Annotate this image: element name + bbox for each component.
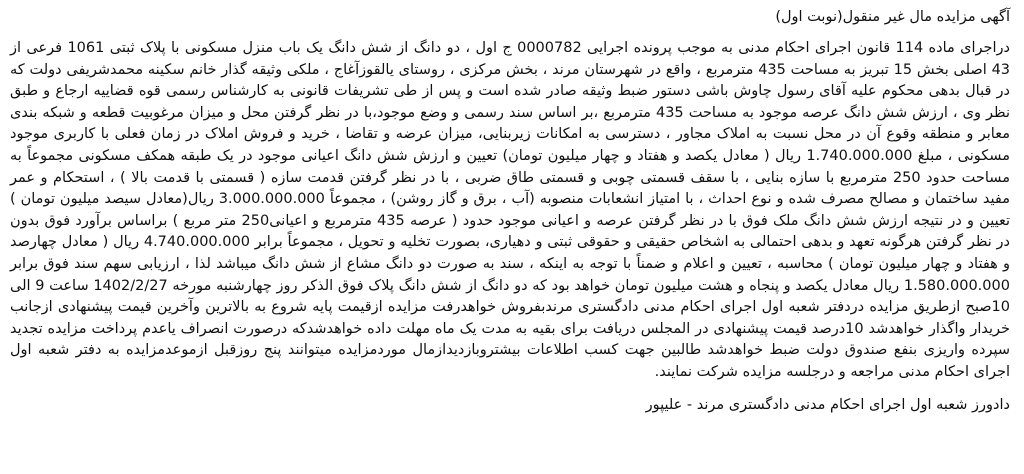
notice-signature: دادورز شعبه اول اجرای احکام مدنی دادگستری مرند - علیپور bbox=[645, 396, 1010, 413]
notice-body: دراجرای ماده 114 قانون اجرای احکام مدنی به موجب پرونده اجرایی 0000782 ج اول ، دو دانگ از شش دانگ یک باب منزل مسکونی با پلاک ثبتی 1061 فرعی از 43 اصلی بخش 15 تبریز به مساحت 435 مترمربع ، واقع در شهرستان مرند ، بخش مرکزی ، روستای یالقوزآغاج ، ملکی وثیقه گذار خانم سکینه محمدشریفی دولت که در قبال بدهی محکوم علیه آقای رسول چاوش باشی دستور ضبط وثیقه صادر شده است و پس از طی تشریفات قانونی به کارشناس رسمی قوه قضاییه ارجاع و طبق نظر وی ، ارزش شش دانگ عرصه موجود به مساحت 435 مترمربع ،بر اساس سند رسمی و وضع موجود،با در نظر گرفتن محل و میزان مرغوبیت قطعه و شبکه بندی معابر و منطقه وقوع آن در محل نسبت به املاک مجاور ، دسترسی به امکانات زیربنایی، میزان عرضه و تقاضا ، خرید و فروش املاک در زمان فعلی با کاربری موجود مسکونی ، مبلغ 1.740.000.000 ریال ( معادل یکصد و هفتاد و چهار میلیون تومان) تعیین و ارزش شش دانگ اعیانی موجود در یک طبقه همکف مسکونی مجموعاً به مساحت حدود 250 مترمربع با سازه بنایی ، با سقف قسمتی چوبی و قسمتی طاق ضربی ، با در نظر گرفتن قدمت سازه ( قسمتی با قدمت بالا ) ، استحکام و عمر مفید ساختمان و مصالح مصرف شده و نوع احداث ، با امتیاز انشعابات منصوبه (آب ، برق و گاز روشن) ، مجموعاً 3.000.000.000 ریال(معادل سیصد میلیون تومان ) تعیین و در نتیجه ارزش شش دانگ ملک فوق با در نظر گرفتن عرصه و اعیانی موجود حدود ( عرصه 435 مترمربع و اعیانی250 متر مربع ) براساس برآورد فوق بدون در نظر گرفتن هرگونه تعهد و بدهی احتمالی به اشخاص حقیقی و حقوقی ثبتی و دهیاری، بصورت تخلیه و تحویل ، مجموعاً برابر 4.740.000.000 ریال ( معادل چهارصد و هفتاد و چهار میلیون تومان ) محاسبه ، تعیین و اعلام و ضمناً با توجه به اینکه ، سند به صورت دو دانگ مشاع از شش دانگ میباشد لذا ، ارزیابی سهم سند فوق برابر 1.580.000.000 ریال معادل یکصد و پنجاه و هشت میلیون تومان خواهد بود که دو دانگ از شش دانگ پلاک فوق الذکر روز چهارشنبه مورخه 1402/2/27 ساعت 9 الی 10صبح ازطریق مزایده دردفتر شعبه اول اجرای احکام مدنی دادگستری مرندبفروش خواهدرفت مزایده ازقیمت پایه شروع به بالاترین وآخرین قیمت پیشنهادی ازجانب خریدار واگذار خواهدشد 10درصد قیمت پیشنهادی در المجلس دریافت برای بقیه به مدت یک ماه مهلت داده خواهدشدکه درصورت انصراف یاعدم پرداخت مزایده تجدید سپرده واریزی بنفع صندوق دولت ضبط خواهدشد طالبین جهت کسب اطلاعات بیشتروبازدیدازمال موردمزایده میتوانند پنج روزقبل ازموعدمزایده به دفتر شعبه اول اجرای احکام مدنی مراجعه و درجلسه مزایده شرکت نمایند. bbox=[10, 40, 1011, 380]
notice-title: آگهی مزایده مال غیر منقول(نوبت اول) bbox=[775, 9, 1010, 25]
